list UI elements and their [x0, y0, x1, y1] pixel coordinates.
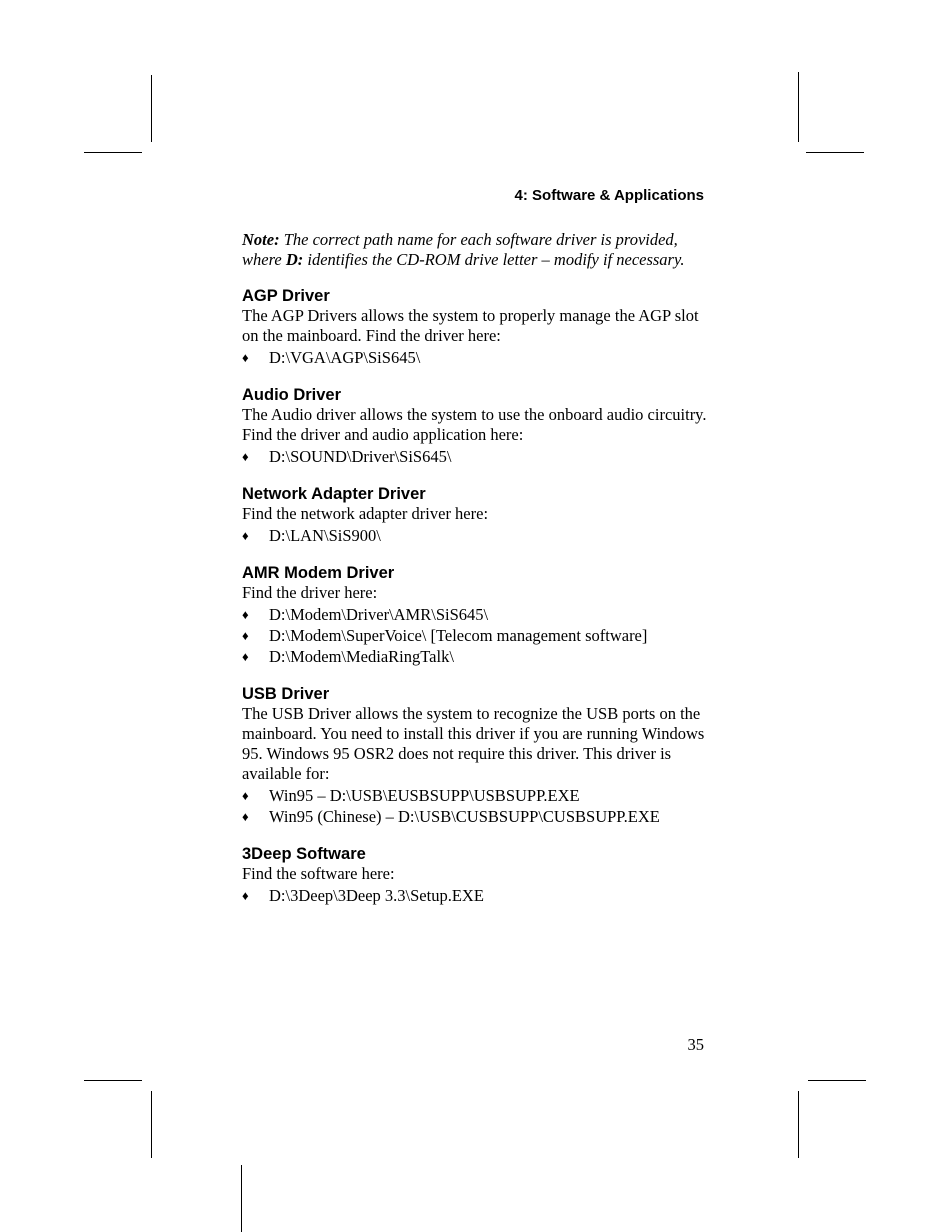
path-item	[242, 525, 712, 546]
running-header: 4: Software & Applications	[514, 187, 704, 204]
note-paragraph	[242, 230, 712, 270]
note-drive-letter: D:	[285, 250, 304, 269]
note-text-before: The correct path name for each software driver is provided, where	[242, 230, 678, 269]
crop-mark	[806, 152, 864, 153]
path-text: D:\VGA\AGP\SiS645\	[269, 348, 421, 367]
path-text: D:\Modem\MediaRingTalk\	[269, 647, 454, 666]
diamond-bullet-icon: ♦	[242, 649, 249, 664]
diamond-bullet-icon: ♦	[242, 788, 249, 803]
section-heading: USB Driver	[242, 685, 330, 703]
path-item	[242, 347, 712, 368]
crop-mark	[241, 1165, 242, 1232]
section-body: The AGP Drivers allows the system to properly manage the AGP slot on the mainboard. Find the driver here:	[242, 306, 699, 345]
path-list	[242, 885, 712, 906]
diamond-bullet-icon: ♦	[242, 809, 249, 824]
path-item	[242, 885, 712, 906]
path-list	[242, 446, 712, 467]
path-list	[242, 604, 712, 667]
diamond-bullet-icon: ♦	[242, 350, 249, 365]
path-item	[242, 604, 712, 625]
diamond-bullet-icon: ♦	[242, 607, 249, 622]
diamond-bullet-icon: ♦	[242, 528, 249, 543]
section-heading: 3Deep Software	[242, 845, 366, 863]
diamond-bullet-icon: ♦	[242, 449, 249, 464]
section-body: Find the software here:	[242, 864, 395, 883]
path-text: D:\SOUND\Driver\SiS645\	[269, 447, 452, 466]
path-text: Win95 (Chinese) – D:\USB\CUSBSUPP\CUSBSUPP.EXE	[269, 807, 660, 826]
crop-mark	[151, 75, 152, 142]
path-list	[242, 785, 712, 827]
diamond-bullet-icon: ♦	[242, 628, 249, 643]
path-item	[242, 646, 712, 667]
note-text-after: identifies the CD-ROM drive letter – modify if necessary.	[303, 250, 685, 269]
path-text: D:\3Deep\3Deep 3.3\Setup.EXE	[269, 886, 484, 905]
section-heading: AMR Modem Driver	[242, 564, 395, 582]
section-usb-driver	[242, 684, 712, 827]
path-item	[242, 785, 712, 806]
path-list	[242, 525, 712, 546]
section-heading: Network Adapter Driver	[242, 485, 426, 503]
path-item	[242, 446, 712, 467]
section-amr-modem-driver	[242, 563, 712, 667]
section-body: Find the network adapter driver here:	[242, 504, 489, 523]
section-heading: AGP Driver	[242, 287, 330, 305]
crop-mark	[798, 1091, 799, 1158]
crop-mark	[151, 1091, 152, 1158]
crop-mark	[798, 72, 799, 142]
section-network-adapter-driver	[242, 484, 712, 546]
section-body: The Audio driver allows the system to use the onboard audio circuitry. Find the driver and audio application here:	[242, 405, 707, 444]
section-agp-driver	[242, 286, 712, 368]
path-item	[242, 806, 712, 827]
crop-mark	[84, 152, 142, 153]
page-number: 35	[687, 1035, 704, 1054]
path-text: D:\Modem\Driver\AMR\SiS645\	[269, 605, 489, 624]
section-heading: Audio Driver	[242, 386, 342, 404]
note-label: Note:	[242, 230, 280, 249]
path-text: D:\Modem\SuperVoice\ [Telecom management software]	[269, 626, 648, 645]
page-content	[242, 230, 712, 923]
section-3deep-software	[242, 844, 712, 906]
diamond-bullet-icon: ♦	[242, 888, 249, 903]
path-text: D:\LAN\SiS900\	[269, 526, 381, 545]
crop-mark	[808, 1080, 866, 1081]
path-list	[242, 347, 712, 368]
crop-mark	[84, 1080, 142, 1081]
section-audio-driver	[242, 385, 712, 467]
path-text: Win95 – D:\USB\EUSBSUPP\USBSUPP.EXE	[269, 786, 580, 805]
section-body: Find the driver here:	[242, 583, 378, 602]
path-item	[242, 625, 712, 646]
section-body: The USB Driver allows the system to recognize the USB ports on the mainboard. You need to install this driver if you are running Windows 95. Windows 95 OSR2 does not require this driver. This driver is available for:	[242, 704, 705, 783]
